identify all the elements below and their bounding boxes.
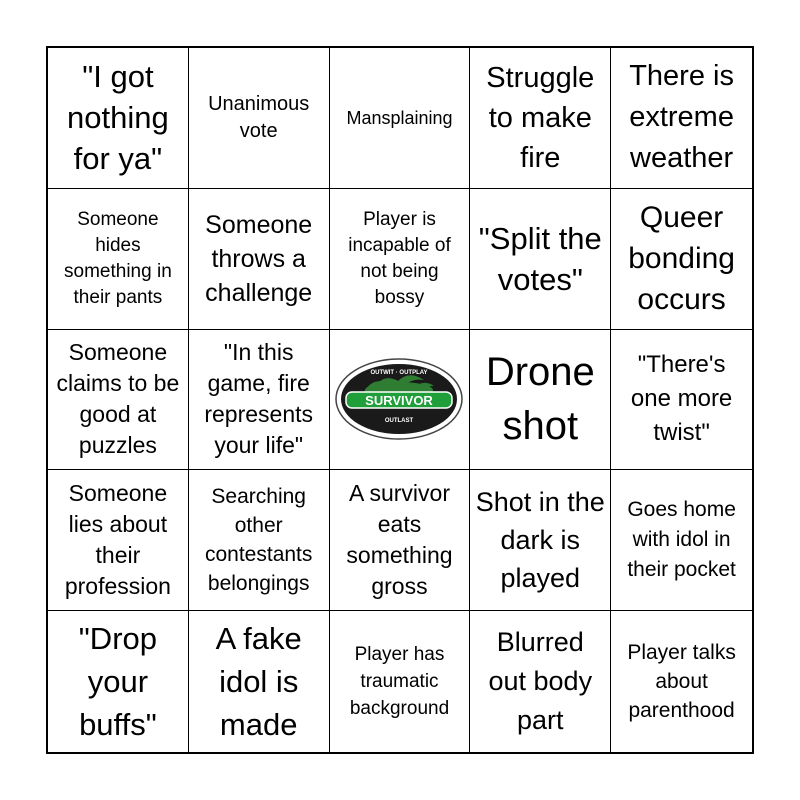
cell-text: "Drop your buffs": [78, 621, 157, 743]
bingo-board: [46, 46, 754, 754]
bingo-cell[interactable]: [189, 330, 330, 471]
bingo-cell[interactable]: [611, 48, 752, 189]
bingo-cell[interactable]: [48, 330, 189, 471]
bingo-cell[interactable]: [330, 611, 471, 752]
bingo-cell[interactable]: [48, 470, 189, 611]
free-space-cell: [330, 330, 471, 471]
cell-text: Struggle to make fire: [486, 61, 595, 174]
logo-title: SURVIVOR: [365, 393, 434, 409]
bingo-cell[interactable]: [48, 611, 189, 752]
bingo-cell[interactable]: [189, 470, 330, 611]
cell-text: "I got nothing for ya": [67, 59, 169, 177]
cell-text: Unanimous vote: [208, 92, 310, 142]
cell-text: Goes home with idol in their pocket: [627, 498, 736, 582]
cell-text: "Split the votes": [478, 220, 602, 297]
bingo-cell[interactable]: [330, 48, 471, 189]
bingo-cell[interactable]: [470, 470, 611, 611]
bingo-cell[interactable]: [189, 189, 330, 330]
cell-text: Searching other contestants belongings: [204, 485, 313, 596]
cell-text: Player is incapable of not being bossy: [348, 208, 451, 308]
cell-text: A survivor eats something gross: [346, 480, 453, 600]
cell-text: Shot in the dark is played: [475, 487, 605, 594]
bingo-cell[interactable]: [611, 470, 752, 611]
cell-text: Someone throws a challenge: [205, 210, 313, 307]
cell-text: Player talks about parenthood: [627, 641, 736, 723]
bingo-cell[interactable]: [470, 48, 611, 189]
cell-text: Someone claims to be good at puzzles: [56, 339, 180, 459]
bingo-cell[interactable]: [330, 470, 471, 611]
cell-text: Blurred out body part: [488, 627, 593, 736]
cell-text: There is extreme weather: [629, 60, 734, 175]
cell-text: "There's one more twist": [630, 351, 733, 447]
cell-text: Drone shot: [485, 350, 595, 449]
bingo-cell[interactable]: [189, 611, 330, 752]
bingo-cell[interactable]: [470, 189, 611, 330]
cell-text: Someone lies about their profession: [64, 480, 171, 600]
bingo-cell[interactable]: [611, 330, 752, 471]
cell-text: Player has traumatic background: [349, 644, 450, 720]
survivor-logo: [334, 354, 464, 444]
bingo-cell[interactable]: [330, 189, 471, 330]
bingo-cell[interactable]: [470, 330, 611, 471]
cell-text: Someone hides something in their pants: [64, 208, 172, 308]
bingo-cell[interactable]: [48, 48, 189, 189]
cell-text: "In this game, fire represents your life": [204, 339, 314, 459]
bingo-cell[interactable]: [470, 611, 611, 752]
logo-bottom-text: OUTLAST: [385, 418, 414, 425]
cell-text: Queer bonding occurs: [628, 201, 735, 317]
cell-text: A fake idol is made: [215, 621, 302, 743]
bingo-cell[interactable]: [48, 189, 189, 330]
bingo-cell[interactable]: [611, 189, 752, 330]
bingo-cell[interactable]: [611, 611, 752, 752]
cell-text: Mansplaining: [346, 107, 453, 128]
bingo-cell[interactable]: [189, 48, 330, 189]
logo-top-text: OUTWIT · OUTPLAY: [370, 370, 429, 377]
